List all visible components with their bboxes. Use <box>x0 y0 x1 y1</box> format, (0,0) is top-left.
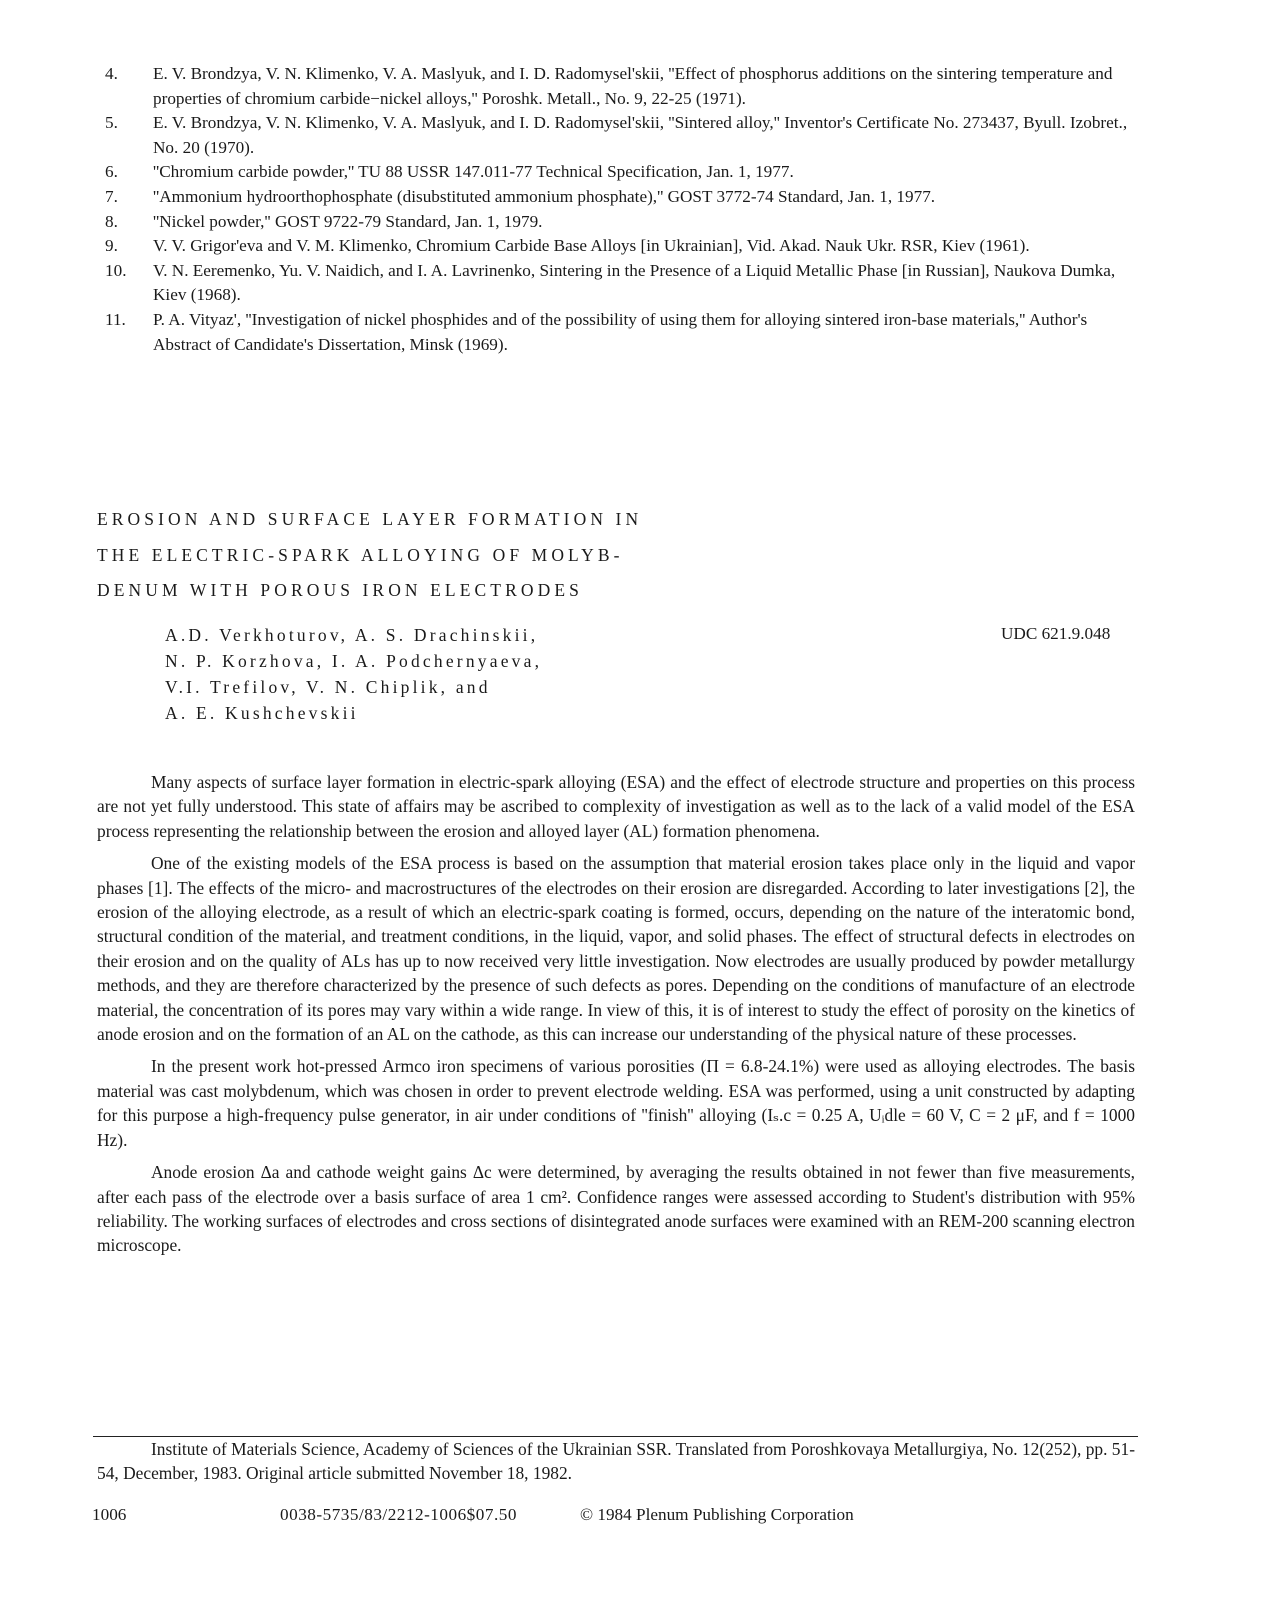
author-line: A. E. Kushchevskii <box>165 703 359 723</box>
reference-number: 7. <box>105 186 118 206</box>
reference-text: E. V. Brondzya, V. N. Klimenko, V. A. Maslyuk, and I. D. Radomysel'skii, ''Sintered alloy,'' Inventor's Certificate No. 273437, Byull. Izobret., No. 20 (1970). <box>153 113 1128 157</box>
reference-item <box>105 160 1135 185</box>
reference-text: ''Chromium carbide powder,'' TU 88 USSR 147.011-77 Technical Specification, Jan. 1, 1977. <box>153 162 794 182</box>
title-line: THE ELECTRIC-SPARK ALLOYING OF MOLYB- <box>97 544 624 565</box>
reference-number: 11. <box>105 309 126 329</box>
reference-text: V. N. Eeremenko, Yu. V. Naidich, and I. A. Lavrinenko, Sintering in the Presence of a Liquid Metallic Phase [in Russian], Naukova Dumka, Kiev (1968). <box>153 260 1116 305</box>
article-body <box>97 770 1135 1266</box>
article-code: 0038-5735/83/2212-1006$07.50 <box>280 1505 517 1524</box>
reference-text: ''Nickel powder,'' GOST 9722-79 Standard, Jan. 1, 1979. <box>153 211 543 231</box>
reference-text: E. V. Brondzya, V. N. Klimenko, V. A. Maslyuk, and I. D. Radomysel'skii, ''Effect of phosphorus additions on the sintering temperature and properties of chromium carbide−nickel alloys,'' Poroshk. Metall., No. 9, 22-25 (1971). <box>153 64 1113 108</box>
affiliation-footnote: Institute of Materials Science, Academy of Sciences of the Ukrainian SSR. Translated from Poroshkovaya Metallurgiya, No. 12(252), pp. 51-54, December, 1983. Original article submitted November 18, 1982. <box>97 1439 1135 1484</box>
body-paragraph: Anode erosion Δa and cathode weight gains Δc were determined, by averaging the results obtained in not fewer than five measurements, after each pass of the electrode over a basis surface of area 1 cm². Confidence ranges were assessed according to Student's distribution with 95% reliability. The working surfaces of electrodes and cross sections of disintegrated anode surfaces were examined with an REM-200 scanning electron microscope. <box>97 1162 1135 1256</box>
article-title <box>97 502 737 609</box>
reference-item <box>105 185 1135 210</box>
reference-item <box>105 234 1135 259</box>
reference-number: 9. <box>105 236 118 256</box>
reference-text: P. A. Vityaz', ''Investigation of nickel phosphides and of the possibility of using them for alloying sintered iron-base materials,'' Author's Abstract of Candidate's Dissertation, Minsk (1969). <box>153 309 1088 354</box>
reference-item <box>105 111 1135 160</box>
body-paragraph: In the present work hot-pressed Armco iron specimens of various porosities (Π = 6.8-24.1%) were used as alloying electrodes. The basis material was cast molybdenum, which was chosen in order to prevent electrode welding. ESA was performed, using a unit constructed by adapting for this purpose a high-frequency pulse generator, in air under conditions of ''finish'' alloying (Iₛ.c = 0.25 A, Uᵢdle = 60 V, C = 2 μF, and f = 1000 Hz). <box>97 1056 1135 1150</box>
author-line: N. P. Korzhova, I. A. Podchernyaeva, <box>165 651 543 671</box>
title-line: DENUM WITH POROUS IRON ELECTRODES <box>97 580 583 600</box>
title-line: EROSION AND SURFACE LAYER FORMATION IN <box>97 509 643 529</box>
reference-item <box>105 62 1135 111</box>
copyright-notice: © 1984 Plenum Publishing Corporation <box>580 1505 854 1524</box>
reference-item <box>105 259 1135 308</box>
reference-text: ''Ammonium hydroorthophosphate (disubstituted ammonium phosphate),'' GOST 3772-74 Standard, Jan. 1, 1977. <box>153 186 936 206</box>
reference-text: V. V. Grigor'eva and V. M. Klimenko, Chromium Carbide Base Alloys [in Ukrainian], Vid. Akad. Nauk Ukr. RSR, Kiev (1961). <box>153 236 1030 256</box>
reference-number: 4. <box>105 64 118 83</box>
reference-item <box>105 210 1135 235</box>
reference-list <box>105 62 1135 357</box>
reference-number: 10. <box>105 260 127 280</box>
body-paragraph: Many aspects of surface layer formation in electric-spark alloying (ESA) and the effect of electrode structure and properties on this process are not yet fully understood. This state of affairs may be ascribed to complexity of investigation as well as to the lack of a valid model of the ESA process representing the relationship between the erosion and alloyed layer (AL) formation phenomena. <box>97 772 1135 841</box>
reference-number: 5. <box>105 113 118 133</box>
author-list <box>165 622 542 726</box>
page-number: 1006 <box>92 1505 127 1524</box>
author-line: V.I. Trefilov, V. N. Chiplik, and <box>165 677 491 697</box>
body-paragraph: One of the existing models of the ESA process is based on the assumption that material erosion takes place only in the liquid and vapor phases [1]. The effects of the micro- and macrostructures of the electrodes on their erosion are disregarded. According to later investigations [2], the erosion of the alloying electrode, as a result of which an electric-spark coating is formed, occurs, depending on the nature of the interatomic bond, structural condition of the material, and treatment conditions, in the liquid, vapor, and solid phases. The effect of structural defects in electrodes on their erosion and on the quality of ALs has up to now received very little investigation. Now electrodes are usually produced by powder metallurgy methods, and they are therefore characterized by the presence of such defects as pores. Depending on the conditions of manufacture of an electrode material, the concentration of its pores may vary within a wide range. In view of this, it is of interest to study the effect of porosity on the kinetics of anode erosion and on the formation of an AL on the cathode, as this can increase our understanding of the physical nature of these processes. <box>97 853 1135 1045</box>
author-line: A.D. Verkhoturov, A. S. Drachinskii, <box>165 625 539 645</box>
reference-number: 6. <box>105 162 118 182</box>
reference-item <box>105 308 1135 357</box>
udc-code: UDC 621.9.048 <box>1001 624 1111 643</box>
reference-number: 8. <box>105 211 118 231</box>
